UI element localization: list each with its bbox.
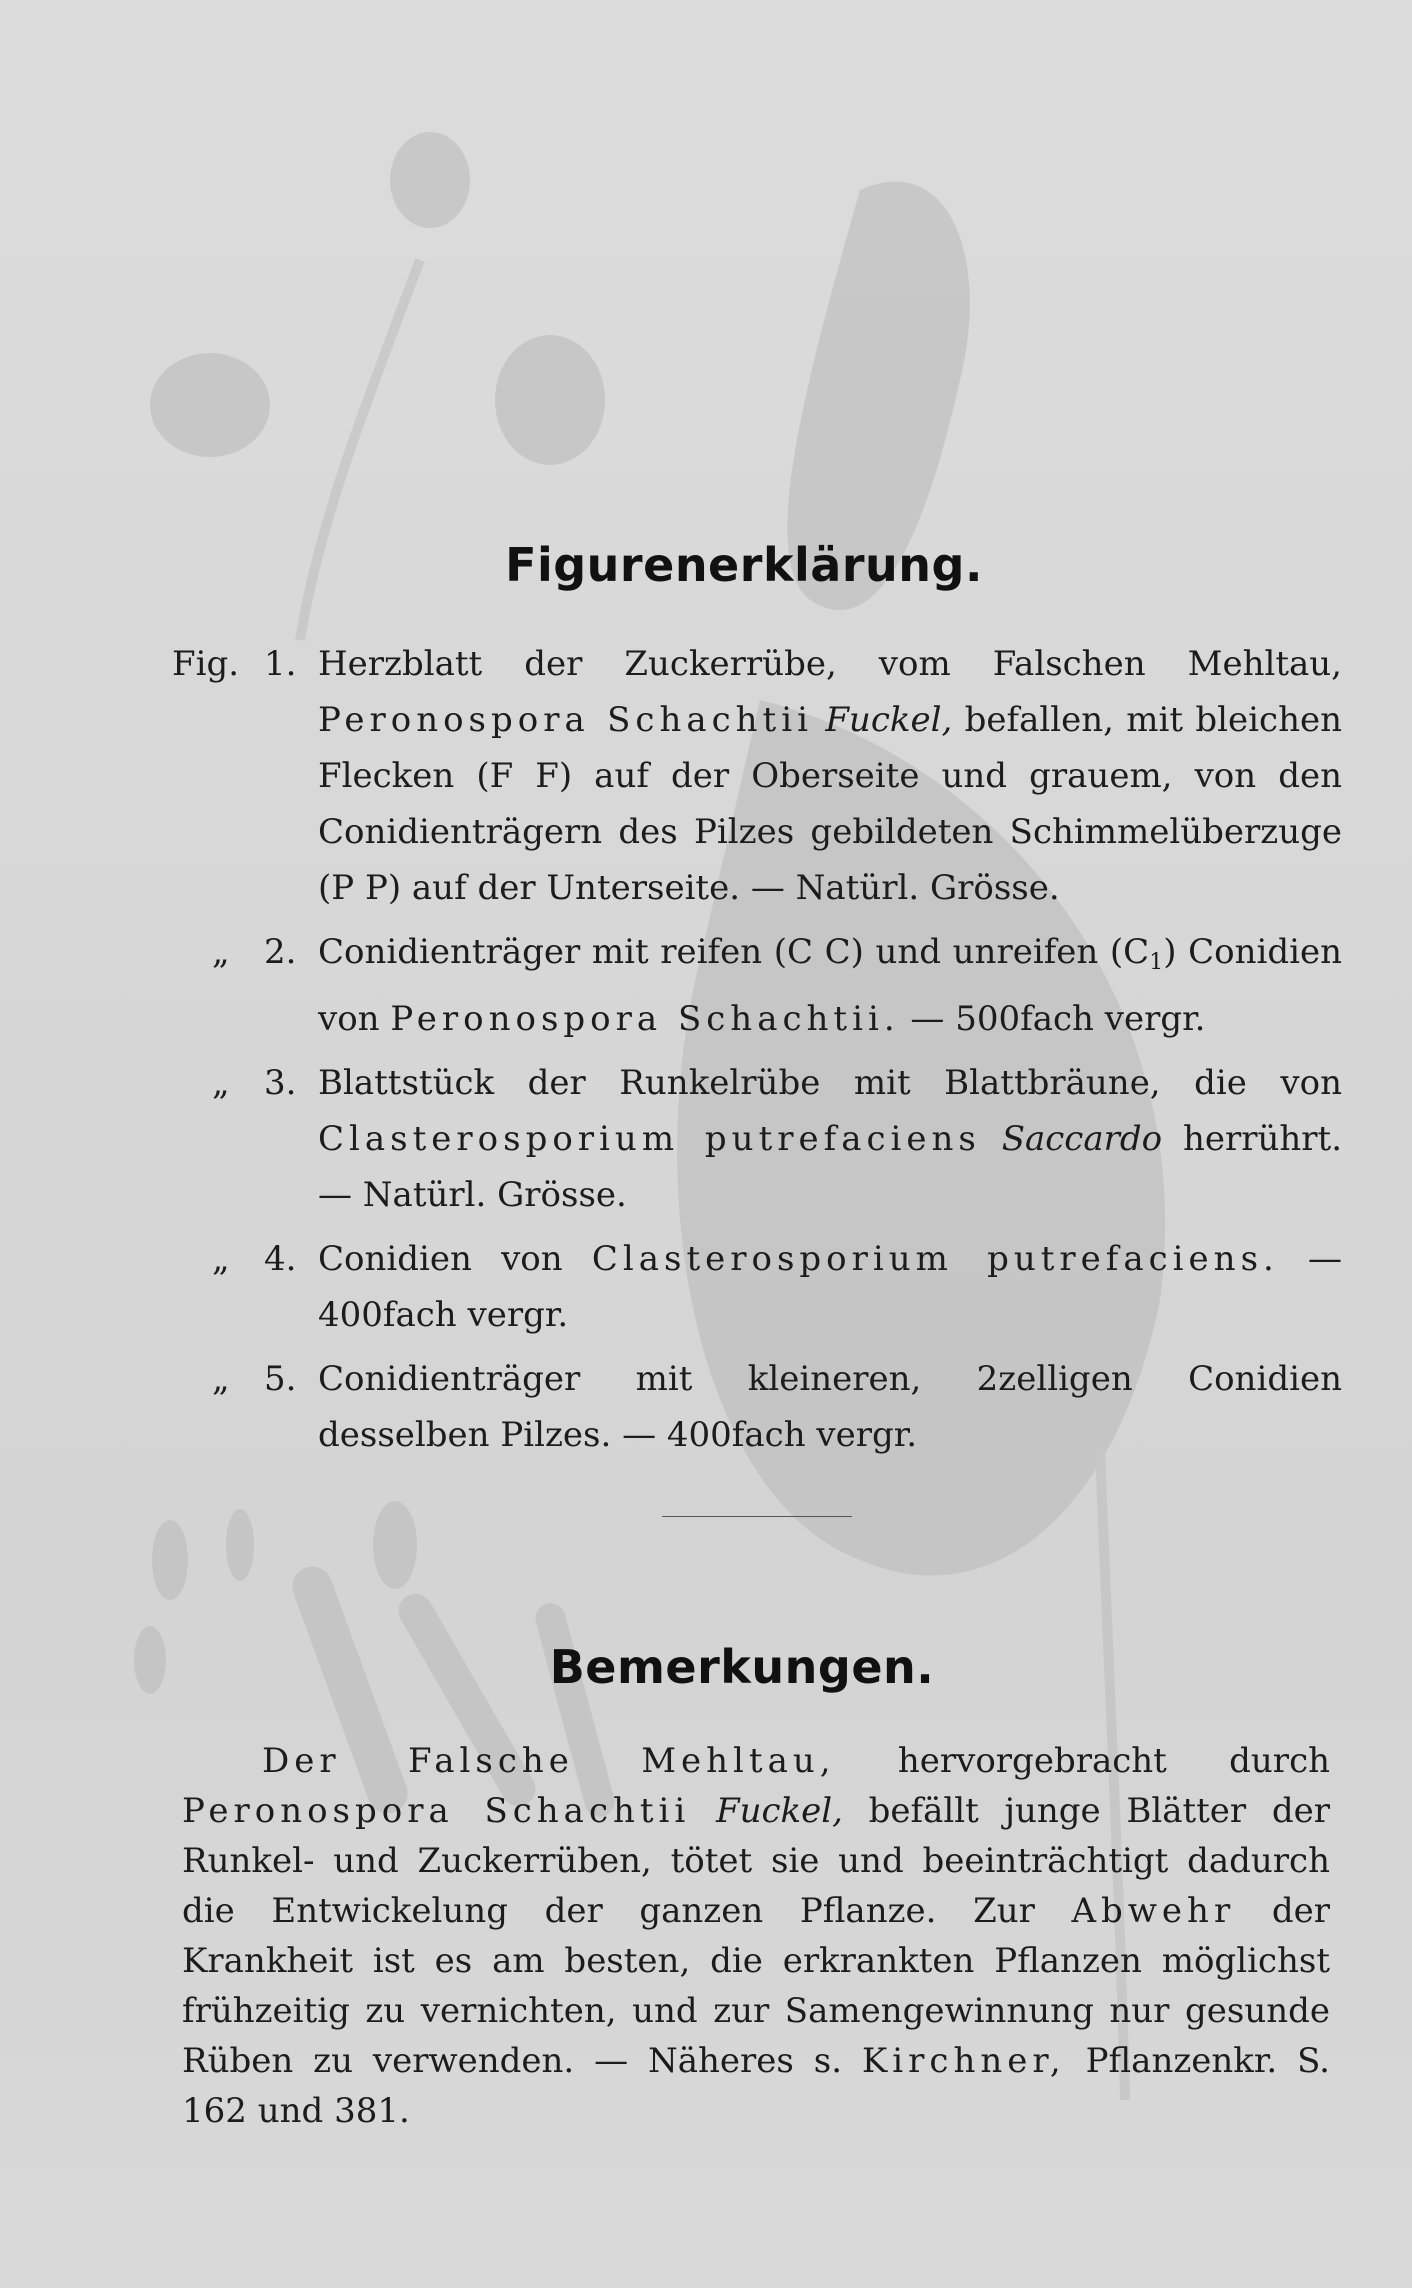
remarks-text: befällt junge Blätter der Runkel- und Zuckerrüben, tötet sie und beeinträchtigt dadurch die Entwickelung der ganzen Pflanze. Zur (182, 1791, 1331, 1931)
remarks-text: Pflanzenkr. S. 162 und 381. (182, 2041, 1330, 2131)
figure-number: 3. (264, 1063, 297, 1103)
ditto-mark: „ (212, 1239, 230, 1279)
figure-number: 5. (264, 1359, 297, 1399)
caption-text: Conidienträger mit kleineren, 2zelligen Conidien desselben Pilzes. — 400fach vergr. (318, 1359, 1342, 1455)
ditto-mark: „ (212, 1359, 230, 1399)
caption-text (813, 700, 825, 740)
author-name: Fuckel, (716, 1791, 843, 1831)
remarks-text: der Krankheit ist es am besten, die erkrankten Pflanzen möglichst frühzeitig zu vernichten, und zur Samengewinnung nur gesunde Rüben zu verwenden. — Näheres s. (182, 1891, 1330, 2081)
caption-text: herrührt. — Natürl. Grösse. (318, 1119, 1342, 1215)
species-name: Peronospora Schachtii (318, 700, 813, 740)
caption-text (981, 1119, 1002, 1159)
author-name: Saccardo (1001, 1119, 1163, 1159)
caption-text: Herzblatt der Zuckerrübe, vom Falschen Mehltau, (318, 644, 1342, 684)
figure-legend-list (172, 636, 1342, 1471)
conidium-shape (390, 132, 470, 228)
figure-legend-heading: Figurenerklärung. (505, 538, 983, 592)
species-name: Peronospora Schachtii. (390, 999, 900, 1039)
figure-caption (318, 1351, 1342, 1463)
figure-label: Fig. (172, 644, 240, 684)
spore-shape (226, 1509, 254, 1581)
figure-number: 4. (264, 1239, 297, 1279)
figure-caption (318, 1231, 1342, 1343)
figure-caption (318, 924, 1342, 1047)
caption-text: Conidien von (318, 1239, 592, 1279)
caption-text: — 400fach vergr. (318, 1239, 1342, 1335)
subscript: 1 (1149, 950, 1164, 975)
emphasized-term: Der Falsche Mehltau, (262, 1741, 836, 1781)
figure-entry-5 (172, 1351, 1342, 1463)
figure-entry-4 (172, 1231, 1342, 1343)
section-divider (662, 1516, 852, 1517)
reference-author: Kirchner, (861, 2041, 1066, 2081)
species-name: Clasterosporium putrefaciens. (591, 1239, 1279, 1279)
remarks-text: hervorgebracht durch (835, 1741, 1331, 1781)
caption-text: befallen, mit bleichen Flecken (F F) auf der Oberseite und grauem, von den Conidienträgern des Pilzes gebildeten Schimmelüberzuge (P P) auf der Unterseite. — Natürl. Grösse. (318, 700, 1342, 908)
species-name: Clasterosporium putrefaciens (318, 1119, 981, 1159)
remarks-text (690, 1791, 716, 1831)
figure-caption (318, 1055, 1342, 1223)
figure-entry-1 (172, 636, 1342, 916)
remarks-paragraph (182, 1736, 1330, 2136)
species-name: Peronospora Schachtii (182, 1791, 691, 1831)
figure-entry-3 (172, 1055, 1342, 1223)
caption-text: — 500fach vergr. (899, 999, 1206, 1039)
spore-shape (373, 1501, 417, 1589)
figure-caption (318, 636, 1342, 916)
emphasized-term: Abwehr (1071, 1891, 1236, 1931)
ditto-mark: „ (212, 1063, 230, 1103)
spore-shape (152, 1520, 188, 1600)
author-name: Fuckel, (825, 700, 953, 740)
figure-number: 2. (264, 932, 297, 972)
figure-number: 1. (264, 644, 297, 684)
figure-entry-2 (172, 924, 1342, 1047)
caption-text: Conidienträger mit reifen (C C) und unreifen (C (318, 932, 1150, 972)
remarks-heading: Bemerkungen. (549, 1640, 935, 1694)
conidium-shape (495, 335, 605, 465)
caption-text: ) Conidien von (318, 932, 1342, 1039)
ditto-mark: „ (212, 932, 230, 972)
caption-text: Blattstück der Runkelrübe mit Blattbräune, die von (318, 1063, 1342, 1103)
conidium-shape (150, 353, 270, 457)
